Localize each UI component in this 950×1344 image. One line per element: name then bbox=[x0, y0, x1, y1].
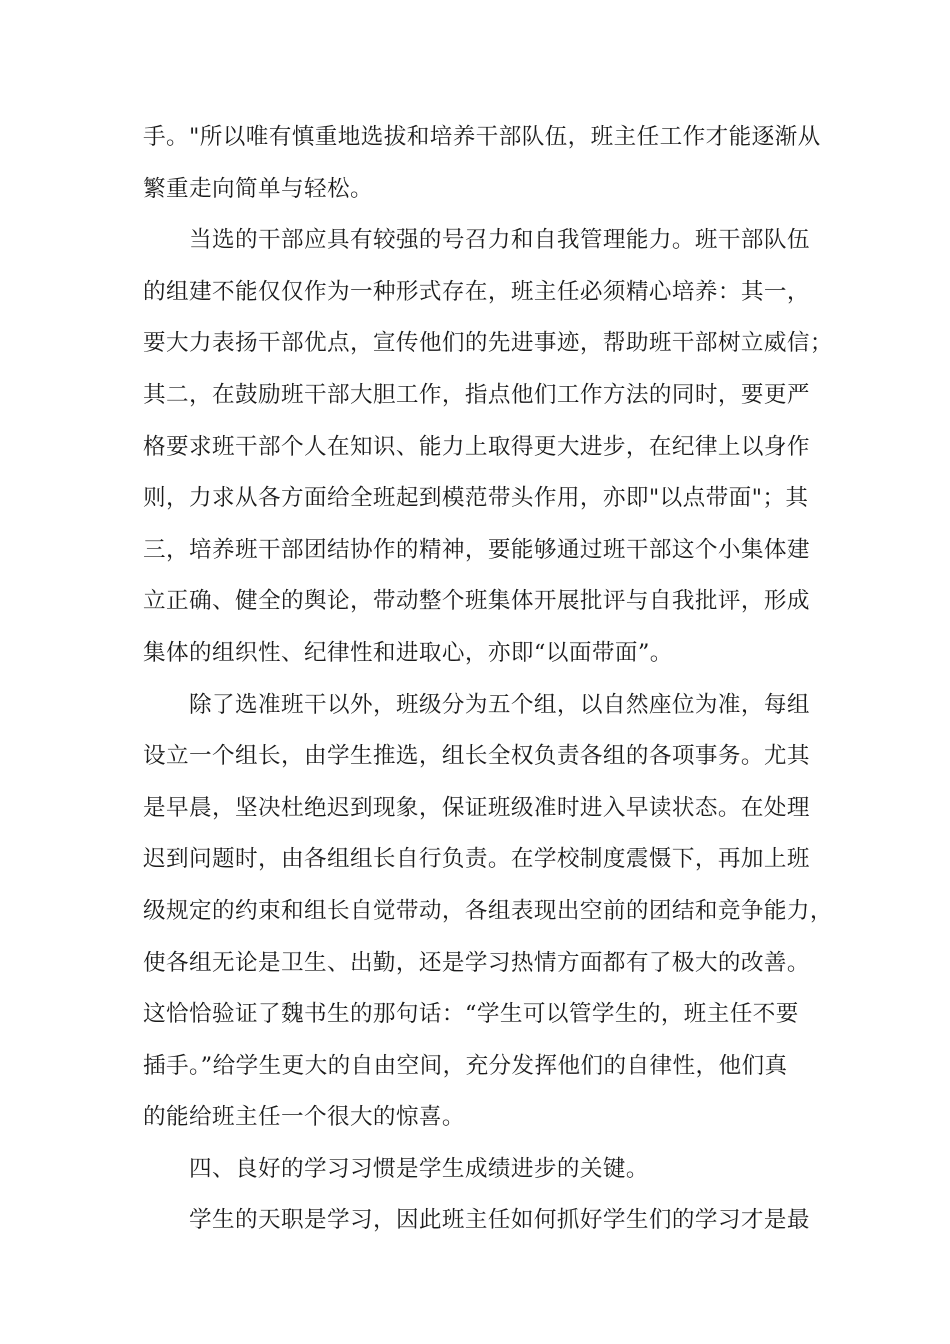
text-line-1: 手。"所以唯有慎重地选拔和培养干部队伍，班主任工作才能逐渐从 bbox=[143, 124, 821, 150]
text-line-9: 三，培养班干部团结协作的精神，要能够通过班干部这个小集体建 bbox=[143, 536, 810, 563]
text-line-17: 使各组无论是卫生、出勤，还是学习热情方面都有了极大的改善。 bbox=[143, 949, 810, 976]
text-line-15: 迟到问题时，由各组组长自行负责。在学校制度震慑下，再加上班 bbox=[143, 846, 810, 873]
text-line-7: 格要求班干部个人在知识、能力上取得更大进步，在纪律上以身作 bbox=[143, 433, 810, 460]
text-line-22: 学生的天职是学习，因此班主任如何抓好学生们的学习才是最 bbox=[189, 1207, 810, 1234]
text-line-4: 的组建不能仅仅作为一种形式存在，班主任必须精心培养：其一， bbox=[143, 278, 810, 305]
text-line-12: 除了选准班干以外，班级分为五个组，以自然座位为准，每组 bbox=[189, 691, 810, 718]
text-line-8: 则，力求从各方面给全班起到模范带头作用，亦即"以点带面"；其 bbox=[143, 485, 809, 512]
text-line-3: 当选的干部应具有较强的号召力和自我管理能力。班干部队伍 bbox=[189, 227, 810, 254]
text-line-5: 要大力表扬干部优点，宣传他们的先进事迹，帮助班干部树立威信； bbox=[143, 330, 833, 357]
text-line-10: 立正确、健全的舆论，带动整个班集体开展批评与自我批评，形成 bbox=[143, 588, 810, 615]
text-line-11: 集体的组织性、纪律性和进取心，亦即“以面带面”。 bbox=[143, 639, 673, 666]
text-line-13: 设立一个组长，由学生推选，组长全权负责各组的各项事务。尤其 bbox=[143, 743, 810, 770]
body-text bbox=[143, 112, 833, 1247]
text-line-18: 这恰恰验证了魏书生的那句话：“学生可以管学生的，班主任不要 bbox=[143, 1001, 799, 1028]
text-line-19: 插手。”给学生更大的自由空间，充分发挥他们的自律性，他们真 bbox=[143, 1052, 788, 1079]
text-line-14: 是早晨，坚决杜绝迟到现象，保证班级准时进入早读状态。在处理 bbox=[143, 794, 810, 821]
section-heading-four: 四、良好的学习习惯是学生成绩进步的关键。 bbox=[189, 1155, 649, 1182]
text-line-16: 级规定的约束和组长自觉带动，各组表现出空前的团结和竞争能力， bbox=[143, 897, 833, 924]
text-line-2: 繁重走向简单与轻松。 bbox=[143, 175, 373, 202]
text-line-20: 的能给班主任一个很大的惊喜。 bbox=[143, 1104, 465, 1131]
text-line-6: 其二，在鼓励班干部大胆工作，指点他们工作方法的同时，要更严 bbox=[143, 381, 810, 408]
